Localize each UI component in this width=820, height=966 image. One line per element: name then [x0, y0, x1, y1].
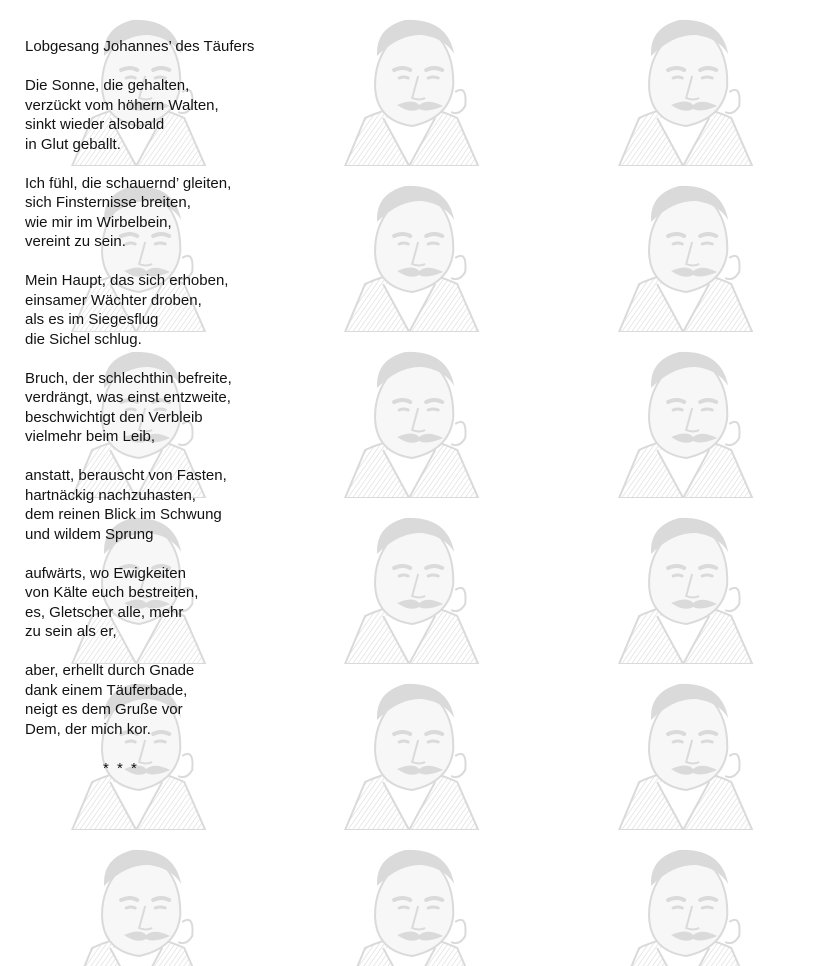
portrait-image-tile — [273, 166, 546, 332]
poem-line: dem reinen Blick im Schwung — [25, 506, 222, 523]
poem-line: vereint zu sein. — [25, 233, 126, 250]
stanza-5 — [25, 466, 305, 544]
poem-line: hartnäckig nachzuhasten, — [25, 486, 196, 504]
section-ending-mark: * * * — [103, 759, 139, 777]
poem-line: aber, erhellt durch Gnade — [25, 662, 195, 679]
poem — [25, 37, 305, 778]
portrait-image-tile — [547, 0, 820, 166]
poem-line: Dem, der mich kor. — [25, 720, 151, 738]
poem-line: Mein Haupt, das sich erhoben, — [25, 272, 229, 289]
portrait-image-tile — [0, 830, 273, 966]
poem-line: verdrängt, was einst entzweite, — [25, 389, 231, 406]
poem-line: als es im Siegesflug — [25, 311, 159, 328]
poem-line: Bruch, der schlechthin befreite, — [25, 369, 232, 387]
portrait-image-tile — [547, 166, 820, 332]
poem-line: die Sichel schlug. — [25, 330, 142, 348]
poem-line: neigt es dem Gruße vor — [25, 701, 183, 718]
portrait-image-tile — [547, 830, 820, 966]
poem-line: vielmehr beim Leib, — [25, 428, 156, 445]
stanza-4 — [25, 369, 305, 447]
stanza-6 — [25, 564, 305, 642]
portrait-image-tile — [547, 332, 820, 498]
poem-line: in Glut geballt. — [25, 135, 121, 153]
poem-line: es, Gletscher alle, mehr — [25, 603, 184, 621]
poem-line: dank einem Täuferbade, — [25, 681, 188, 699]
poem-line: sich Finsternisse breiten, — [25, 194, 191, 211]
stanza-1 — [25, 76, 305, 154]
portrait-image-tile — [273, 830, 546, 966]
portrait-image-tile — [273, 332, 546, 498]
poem-line: wie mir im Wirbelbein, — [25, 213, 172, 231]
poem-line: und wildem Sprung — [25, 525, 154, 543]
portrait-image-tile — [273, 498, 546, 664]
portrait-image-tile — [547, 664, 820, 830]
portrait-image-tile — [273, 0, 546, 166]
portrait-image-tile — [547, 498, 820, 664]
portrait-image-tile — [273, 664, 546, 830]
poem-line: einsamer Wächter droben, — [25, 291, 202, 309]
stanza-7 — [25, 661, 305, 739]
stanza-2 — [25, 174, 305, 252]
poem-line: Ich fühl, die schauernd’ gleiten, — [25, 174, 232, 192]
poem-line: anstatt, berauscht von Fasten, — [25, 467, 227, 484]
poem-line: zu sein als er, — [25, 623, 117, 640]
poem-title: Lobgesang Johannes’ des Täufers — [25, 38, 255, 55]
poem-line: aufwärts, wo Ewigkeiten — [25, 564, 186, 582]
poem-line: von Kälte euch bestreiten, — [25, 584, 199, 601]
poem-line: verzückt vom höhern Walten, — [25, 96, 219, 114]
stanza-3 — [25, 271, 305, 349]
poem-line: sinkt wieder alsobald — [25, 116, 165, 133]
poem-line: Die Sonne, die gehalten, — [25, 77, 190, 94]
poem-line: beschwichtigt den Verbleib — [25, 408, 203, 426]
